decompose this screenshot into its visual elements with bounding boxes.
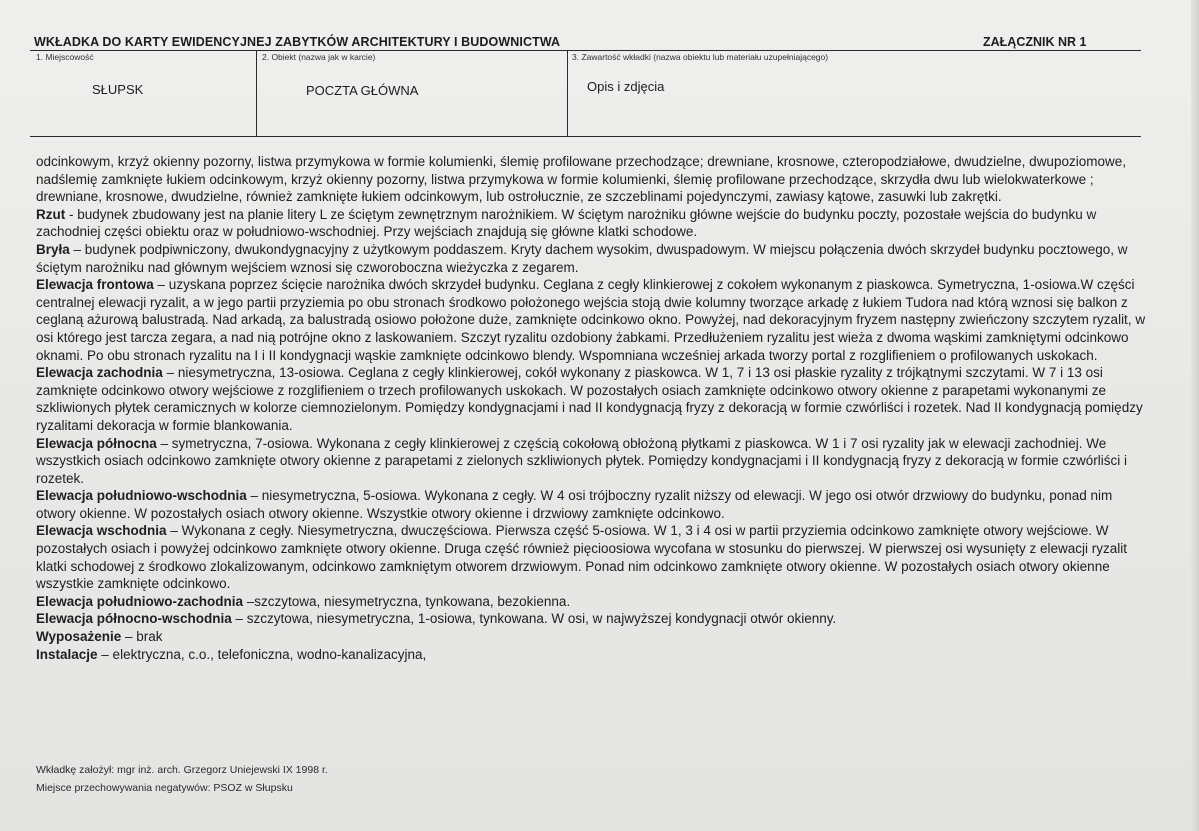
paragraph-front-elevation	[36, 276, 1148, 364]
paragraph-text: –szczytowa, niesymetryczna, tynkowana, bezokienna.	[243, 593, 571, 609]
header-top-rule	[30, 50, 1141, 51]
footer-storage-value: PSOZ w Słupsku	[213, 782, 293, 794]
paragraph-text: – budynek podpiwniczony, dwukondygnacyjny z użytkowym poddaszem. Kryty dachem wysokim, dwuspadowym. W miejscu połączenia dwóch skrzydeł budynku pocztowego, w ściętym narożniku nad głównym wejściem wznosi się czworoboczna wieżyczka z zegarem.	[36, 241, 1128, 275]
paragraph-equipment	[36, 628, 1148, 646]
paragraph-text: – niesymetryczna, 13-osiowa. Ceglana z cegły klinkierowej, cokół wykonany z piaskowca. W 1, 7 i 13 osi płaskie ryzality z trójkątnymi szczytami. W 7 i 13 osi zamknięte odcinkowo otwory wejściowe z rozglifieniem o trzech profilowanych uskokach. W pozostałych osiach zamknięte odcinkowo otwory okienne z parapetami wykonanymi ze szkliwionych płytek ceramicznych w kolorze ciemnozielonym. Pomiędzy kondygnacjami i nad II kondygnacją fryzy z dekoracją w formie czwórliści i rozetek. Nad II kondygnacją pomiędzy ryzalitami dekoracja w formie blankowania.	[36, 365, 1143, 433]
field-label-locality: 1. Miejscowość	[36, 52, 94, 62]
paragraph-installations	[36, 646, 1148, 664]
footer-author-label: Wkładkę założył:	[36, 764, 115, 776]
paragraph-text: - budynek zbudowany jest na planie litery L ze ściętym zewnętrznym narożnikiem. W ściętym narożniku główne wejście do budynku poczty, pozostałe wejścia do budynku w zachodniej części obiektu oraz w południowo-wschodniej. Przy wejściach znajdują się główne klatki schodowe.	[36, 206, 1097, 240]
paragraph-plan	[36, 206, 1148, 241]
paragraph-southeast-elevation	[36, 487, 1148, 522]
paragraph-heading: Elewacja północno-wschodnia	[36, 611, 232, 627]
paragraph-massing	[36, 241, 1148, 276]
field-value-locality: SŁUPSK	[92, 82, 144, 97]
paragraph-heading: Rzut	[36, 206, 66, 222]
paragraph-intro	[36, 153, 1148, 206]
field-label-object: 2. Obiekt (nazwa jak w karcie)	[262, 52, 376, 62]
field-label-contents: 3. Zawartość wkładki (nazwa obiektu lub materiału uzupełniającego)	[572, 52, 829, 62]
paragraph-heading: Elewacja frontowa	[36, 277, 154, 293]
paragraph-heading: Elewacja zachodnia	[36, 365, 163, 381]
paragraph-heading: Elewacja wschodnia	[36, 523, 167, 539]
header-bottom-rule	[30, 136, 1141, 137]
field-value-object: POCZTA GŁÓWNA	[306, 83, 419, 98]
form-title: WKŁADKA DO KARTY EWIDENCYJNEJ ZABYTKÓW ARCHITEKTURY I BUDOWNICTWA	[34, 35, 561, 49]
paragraph-text: – symetryczna, 7-osiowa. Wykonana z cegły klinkierowej z częścią cokołową obłożoną płytkami z piaskowca. W 1 i 7 osi ryzality jak w elewacji zachodniej. We wszystkich osiach odcinkowo zamknięte otwory okienne z parapetami z zielonych szkliwionych płytek. Pomiędzy kondygnacjami i II kondygnacją fryzy z dekoracją w formie czwórliści i rozetek.	[36, 435, 1127, 486]
paragraph-text: odcinkowym, krzyż okienny pozorny, listwa przymykowa w formie kolumienki, ślemię profilowane przechodzące; drewniane, krosnowe, czteropodziałowe, dwudzielne, dwupoziomowe, nadślemię zamknięte łukiem odcinkowym, krzyż okienny pozorny, listwa przymykowa w formie kolumienki, ślemię profilowane przechodzące, skrzydła dwu lub wielokwaterkowe ; drewniane, krosnowe, dwudzielne, również zamknięte łukiem odcinkowym, lub ostrołucznie, ze szczeblinami pojedynczymi, zawiasy kątowe, zasuwki lub zakrętki.	[36, 154, 1126, 205]
field-divider-2	[567, 50, 568, 136]
paragraph-text: – szczytowa, niesymetryczna, 1-osiowa, tynkowana. W osi, w najwyższej kondygnacji otwór okienny.	[231, 611, 837, 627]
annex-number: ZAŁĄCZNIK NR 1	[983, 35, 1087, 49]
paragraph-heading: Elewacja północna	[36, 435, 157, 451]
paper-edge	[1191, 0, 1199, 831]
footer-author-value: mgr inż. arch. Grzegorz Uniejewski IX 1998 r.	[117, 764, 328, 776]
description-body	[36, 153, 1148, 663]
field-divider-1	[256, 50, 257, 136]
paragraph-north-elevation	[36, 435, 1148, 488]
paragraph-text: – niesymetryczna, 5-osiowa. Wykonana z cegły. W 4 osi trójboczny ryzalit niższy od elewacji. W jego osi otwór drzwiowy do budynku, ponad nim otwory okienne. W pozostałych osiach otwory okienne. Wszystkie otwory okienne i drzwiowy zamknięte odcinkowo.	[36, 488, 1113, 521]
paragraph-northeast-elevation	[36, 610, 1148, 628]
footer-storage-label: Miejsce przechowywania negatywów:	[36, 782, 211, 794]
footer-storage	[36, 782, 293, 794]
footer-author	[36, 764, 328, 776]
paragraph-text: – brak	[121, 629, 163, 645]
paragraph-southwest-elevation	[36, 593, 1148, 611]
paragraph-heading: Bryła	[36, 241, 70, 257]
paragraph-heading: Instalacje	[36, 646, 98, 662]
paragraph-heading: Wyposażenie	[36, 629, 122, 645]
paragraph-heading: Elewacja południowo-zachodnia	[36, 593, 244, 609]
paragraph-west-elevation	[36, 364, 1148, 434]
paragraph-heading: Elewacja południowo-wschodnia	[36, 488, 247, 504]
paragraph-text: – Wykonana z cegły. Niesymetryczna, dwuczęściowa. Pierwsza część 5-osiowa. W 1, 3 i 4 osi w partii przyziemia odcinkowo zamknięte otwory wejściowe. W pozostałych osiach i powyżej odcinkowo zamknięte otwory okienne. Druga część również pięcioosiowa wycofana w stosunku do pierwszej. W pierwszej osi wysunięty z elewacji ryzalit klatki schodowej z środkowo zlokalizowanym, odcinkowo zamkniętym otworem drzwiowym. Ponad nim odcinkowo zamknięte otwory okienne. W pozostałych osiach otwory okienne wszystkie zamknięte odcinkowo.	[36, 523, 1127, 592]
paragraph-text: – uzyskana poprzez ścięcie narożnika dwóch skrzydeł budynku. Ceglana z cegły klinkierowej z cokołem wykonanym z piaskowca. Symetryczna, 1-osiowa.W części centralnej elewacji ryzalit, a w jego partii przyziemia po obu stronach środkowo położonego wejścia stoją dwie kolumny tworzące arkadę z łukiem Tudora nad którą wznosi się balkon z ceglaną ażurową balustradą. Nad arkadą, za balustradą osiowo położone duże, zamknięte odcinkowo okno. Powyżej, nad dekoracyjnym fryzem następny zwieńczony szczytem ryzalit, w osi którego jest tarcza zegara, a nad nią potrójne okno z laskowaniem. Szczyt ryzalitu ozdobiony żabkami. Przedłużeniem ryzalitu jest wieża z dwoma wąskimi zamkniętymi odcinkowo oknami. Po obu stronach ryzalitu na I i II kondygnacji wąskie zamknięte odcinkowo blendy. Wspomniana wcześniej arkada tworzy portal z rozglifieniem o profilowanych uskokach.	[36, 277, 1146, 363]
paragraph-east-elevation	[36, 522, 1148, 592]
field-value-contents: Opis i zdjęcia	[587, 79, 665, 94]
paragraph-text: – elektryczna, c.o., telefoniczna, wodno-kanalizacyjna,	[97, 646, 427, 662]
